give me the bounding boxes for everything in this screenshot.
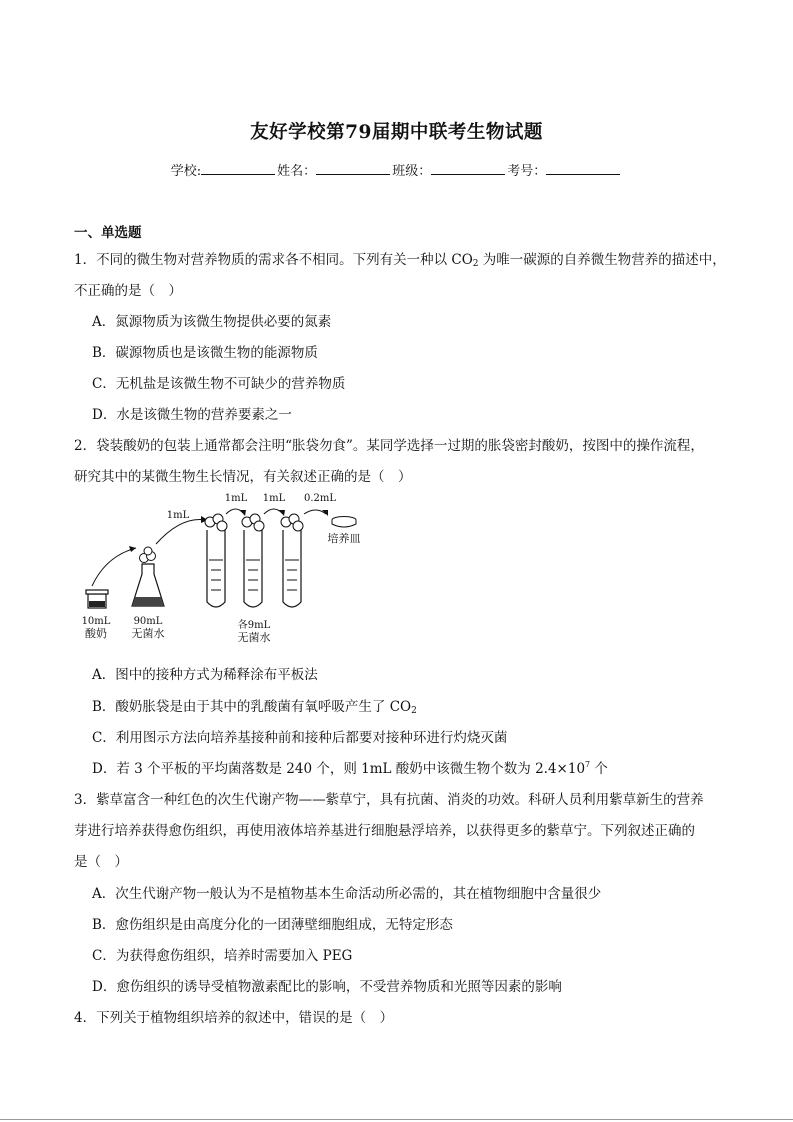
test-tube-1 [205, 514, 227, 607]
q1-stem-text-a: 1．不同的微生物对营养物质的需求各不相同。下列有关一种以 CO [74, 252, 473, 268]
tubes-volume-label: 各9mL [237, 620, 271, 631]
dilution-diagram [76, 486, 396, 648]
q2-option-d-unit: 个 [590, 761, 608, 777]
section-heading: 一、单选题 [74, 225, 142, 241]
transfer-label-4: 0.2mL [303, 493, 337, 504]
transfer-label-2: 1mL [224, 493, 248, 504]
transfer-label-3: 1mL [262, 493, 286, 504]
q3-stem-line1: 3．紫草富含一种红色的次生代谢产物——紫草宁，具有抗菌、消炎的功效。科研人员利用紫草新生的营养 [74, 792, 704, 808]
q1-stem-subscript: 2 [472, 259, 479, 269]
flask-volume-label: 90mL [133, 616, 163, 627]
q4-stem-line1: 4．下列关于植物组织培养的叙述中，错误的是（ ） [74, 1010, 394, 1026]
arrow-head-5 [322, 510, 328, 516]
petri-dish-icon [332, 517, 356, 528]
q1-stem-line2: 不正确的是（ ） [74, 283, 182, 299]
q2-option-c[interactable]: C．利用图示方法向培养基接种前和接种后都要对接种环进行灼烧灭菌 [92, 730, 508, 746]
arrow-head-1 [129, 546, 136, 552]
q1-option-d[interactable]: D．水是该微生物的营养要素之一 [92, 407, 292, 423]
flask-water-label: 无菌水 [131, 627, 165, 640]
page-bottom-rule [0, 1119, 793, 1120]
arrow-head-4 [279, 510, 285, 516]
q3-stem-line3: 是（ ） [74, 854, 128, 870]
school-blank[interactable] [201, 161, 275, 175]
arrow-flask-to-tube1 [156, 520, 206, 545]
q3-option-a[interactable]: A．次生代谢产物一般认为不是植物基本生命活动所必需的，其在植物细胞中含量很少 [92, 886, 602, 902]
flask-icon [132, 547, 164, 606]
q3-option-c[interactable]: C．为获得愈伤组织，培养时需要加入 PEG [92, 948, 353, 964]
arrow-tube2-to-tube3 [264, 509, 283, 514]
yogurt-cup-icon [86, 590, 108, 608]
class-label: 班级： [392, 164, 432, 179]
dish-label: 培养皿 [327, 532, 361, 545]
q1-stem-text-c: 为唯一碳源的自养微生物营养的描述中， [478, 252, 726, 268]
tubes-water-label: 无菌水 [237, 631, 271, 644]
q2-option-d-exponent: 7 [585, 760, 591, 769]
yogurt-label: 酸奶 [85, 627, 107, 640]
q3-stem-line2: 芽进行培养获得愈伤组织，再使用液体培养基进行细胞悬浮培养，以获得更多的紫草宁。下列叙述正确的 [74, 823, 695, 839]
student-info-row [0, 160, 793, 179]
q3-option-b[interactable]: B．愈伤组织是由高度分化的一团薄壁细胞组成，无特定形态 [92, 917, 453, 933]
arrow-head-3 [240, 510, 246, 516]
q2-option-d-text: D．若 3 个平板的平均菌落数是 240 个，则 1mL 酸奶中该微生物个数为 2.4×10 [92, 761, 586, 777]
school-label: 学校: [170, 164, 202, 179]
q1-option-b[interactable]: B．碳源物质也是该微生物的能源物质 [92, 345, 318, 361]
q2-option-a[interactable]: A．图中的接种方式为稀释涂布平板法 [92, 667, 318, 683]
class-blank[interactable] [431, 161, 505, 175]
transfer-label-1: 1mL [166, 510, 190, 521]
page-title: 友好学校第79届期中联考生物试题 [250, 122, 543, 143]
q2-option-b-text: B．酸奶胀袋是由于其中的乳酸菌有氧呼吸产生了 CO [92, 699, 412, 715]
q1-option-a[interactable]: A．氮源物质为该微生物提供必要的氮素 [92, 314, 332, 330]
yogurt-volume-label: 10mL [81, 616, 111, 627]
q2-option-b-subscript: 2 [411, 706, 417, 716]
id-label: 考号： [507, 164, 547, 179]
q2-stem-line2: 研究其中的某微生物生长情况，有关叙述正确的是（ ） [74, 469, 412, 485]
q1-stem-line1 [74, 248, 726, 269]
name-label: 姓名： [277, 164, 317, 179]
test-tube-3 [281, 514, 303, 607]
test-tube-2 [242, 514, 264, 607]
q2-option-b[interactable] [92, 695, 417, 716]
q2-stem-line1: 2．袋装酸奶的包装上通常都会注明“胀袋勿食”。某同学选择一过期的胀袋密封酸奶，按图中的操作流程， [74, 438, 704, 454]
q2-option-d[interactable] [92, 757, 608, 777]
name-blank[interactable] [316, 161, 390, 175]
q3-option-d[interactable]: D．愈伤组织的诱导受植物激素配比的影响，不受营养物质和光照等因素的影响 [92, 979, 562, 995]
id-blank[interactable] [546, 161, 620, 175]
q1-option-c[interactable]: C．无机盐是该微生物不可缺少的营养物质 [92, 376, 346, 392]
arrow-yogurt-to-flask [92, 548, 136, 586]
dilution-figure [76, 486, 396, 652]
